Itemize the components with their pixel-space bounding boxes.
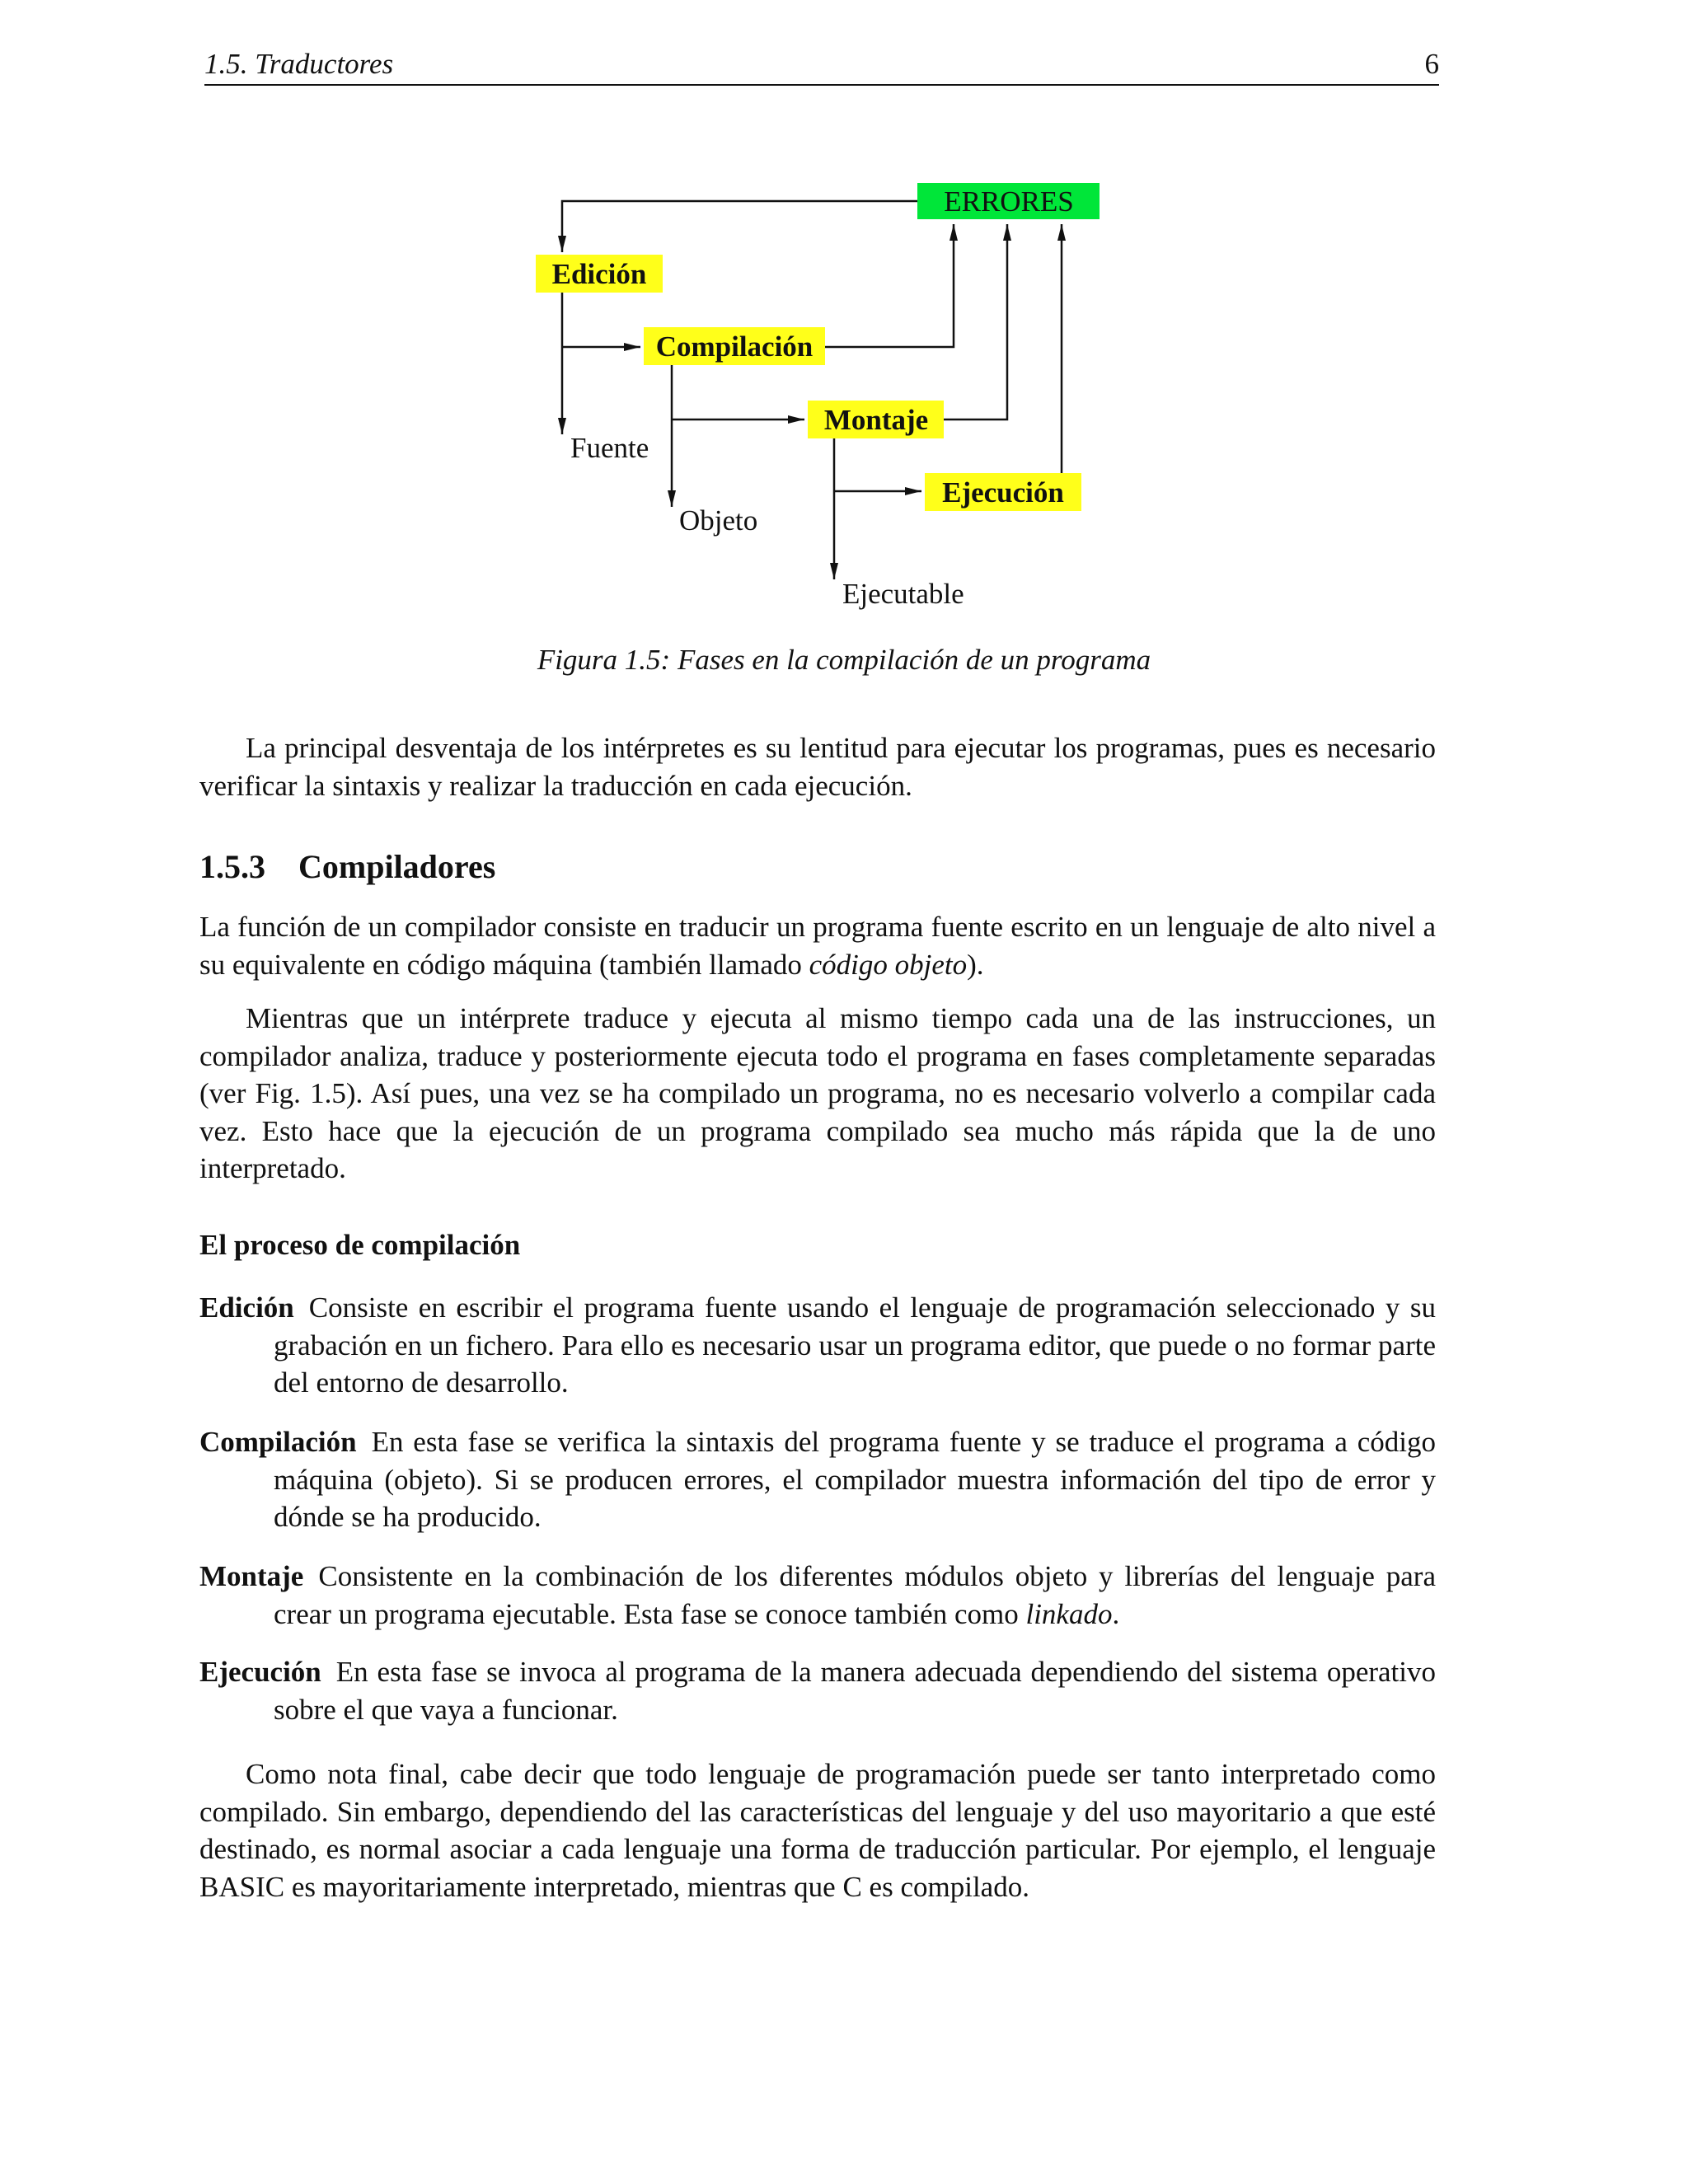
item-compilacion-text: En esta fase se verifica la sintaxis del programa fuente y se traduce el programa a código máquina (objeto). Si se producen errores, el compilador muestra información del tipo de error y dónde se ha producido. (274, 1426, 1436, 1533)
item-edicion-term: Edición (199, 1291, 294, 1324)
item-ejecucion-term: Ejecución (199, 1656, 321, 1688)
paragraph-compiler-function (199, 908, 1436, 983)
item-edicion-text: Consiste en escribir el programa fuente usando el lenguaje de programación seleccionado y su grabación en un fichero. Para ello es necesario usar un programa editor, que puede o no formar parte del entorno de desarrollo. (274, 1291, 1436, 1399)
item-ejecucion (199, 1653, 1436, 1728)
subheading-proceso: El proceso de compilación (199, 1229, 521, 1261)
emphasis-codigo-objeto: código objeto (809, 948, 968, 981)
section-number: 1.5.3 (199, 848, 265, 885)
paragraph-interpreters: La principal desventaja de los intérpretes es su lentitud para ejecutar los programas, pues es necesario verificar la sintaxis y realizar la traducción en cada ejecución. (199, 732, 1436, 802)
item-montaje-term: Montaje (199, 1560, 304, 1592)
compilacion-label: Compilación (655, 330, 814, 363)
item-compilacion (199, 1423, 1436, 1536)
item-compilacion-term: Compilación (199, 1426, 357, 1458)
item-edicion (199, 1289, 1436, 1402)
ejecucion-label: Ejecución (942, 476, 1064, 509)
paragraph-compiler-function-tail: ). (967, 948, 984, 981)
item-montaje (199, 1558, 1436, 1633)
objeto-label: Objeto (679, 504, 758, 537)
montaje-label: Montaje (823, 404, 929, 436)
section-title: Compiladores (298, 848, 496, 885)
item-montaje-text: Consistente en la combinación de los diferentes módulos objeto y librerías del lenguaje para crear un programa ejecutable. Esta fase se conoce también como (274, 1560, 1436, 1630)
item-montaje-tail: . (1112, 1597, 1120, 1630)
compilation-phases-diagram (0, 0, 1688, 626)
errores-label: ERRORES (944, 185, 1074, 218)
montaje-to-errores-arrow (943, 224, 1007, 419)
compilacion-to-errores-arrow (824, 224, 954, 347)
running-head: 1.5. Traductores (204, 48, 394, 80)
edicion-label: Edición (551, 258, 647, 290)
feedback-arrow (562, 201, 917, 252)
emphasis-linkado: linkado (1025, 1597, 1113, 1630)
item-ejecucion-text: En esta fase se invoca al programa de la manera adecuada dependiendo del sistema operativo sobre el que vaya a funcionar. (274, 1656, 1436, 1726)
page-number: 6 (1424, 48, 1439, 80)
paragraph-compiler-vs-interpreter: Mientras que un intérprete traduce y ejecuta al mismo tiempo cada una de las instrucciones, un compilador analiza, traduce y posteriormente ejecuta todo el programa en fases completamente separadas (ver Fig. 1.5). Así pues, una vez se ha compilado un programa, no es necesario volverlo a compilar cada vez. Esto hace que la ejecución de un programa compilado sea mucho más rápida que la de uno interpretado. (199, 1002, 1436, 1184)
section-heading (199, 847, 495, 886)
ejecutable-label: Ejecutable (842, 578, 964, 610)
figure-caption: Figura 1.5: Fases en la compilación de un programa (537, 644, 1151, 676)
paragraph-compiler-function-text: La función de un compilador consiste en traducir un programa fuente escrito en un lenguaje de alto nivel a su equivalente en código máquina (también llamado (199, 911, 1436, 981)
paragraph-final-note: Como nota final, cabe decir que todo lenguaje de programación puede ser tanto interpretado como compilado. Sin embargo, dependiendo del las características del lenguaje y del uso mayoritario a que esté destinado, es normal asociar a cada lenguaje una forma de traducción particular. Por ejemplo, el lenguaje BASIC es mayoritariamente interpretado, mientras que C es compilado. (199, 1758, 1436, 1903)
fuente-label: Fuente (570, 432, 649, 464)
